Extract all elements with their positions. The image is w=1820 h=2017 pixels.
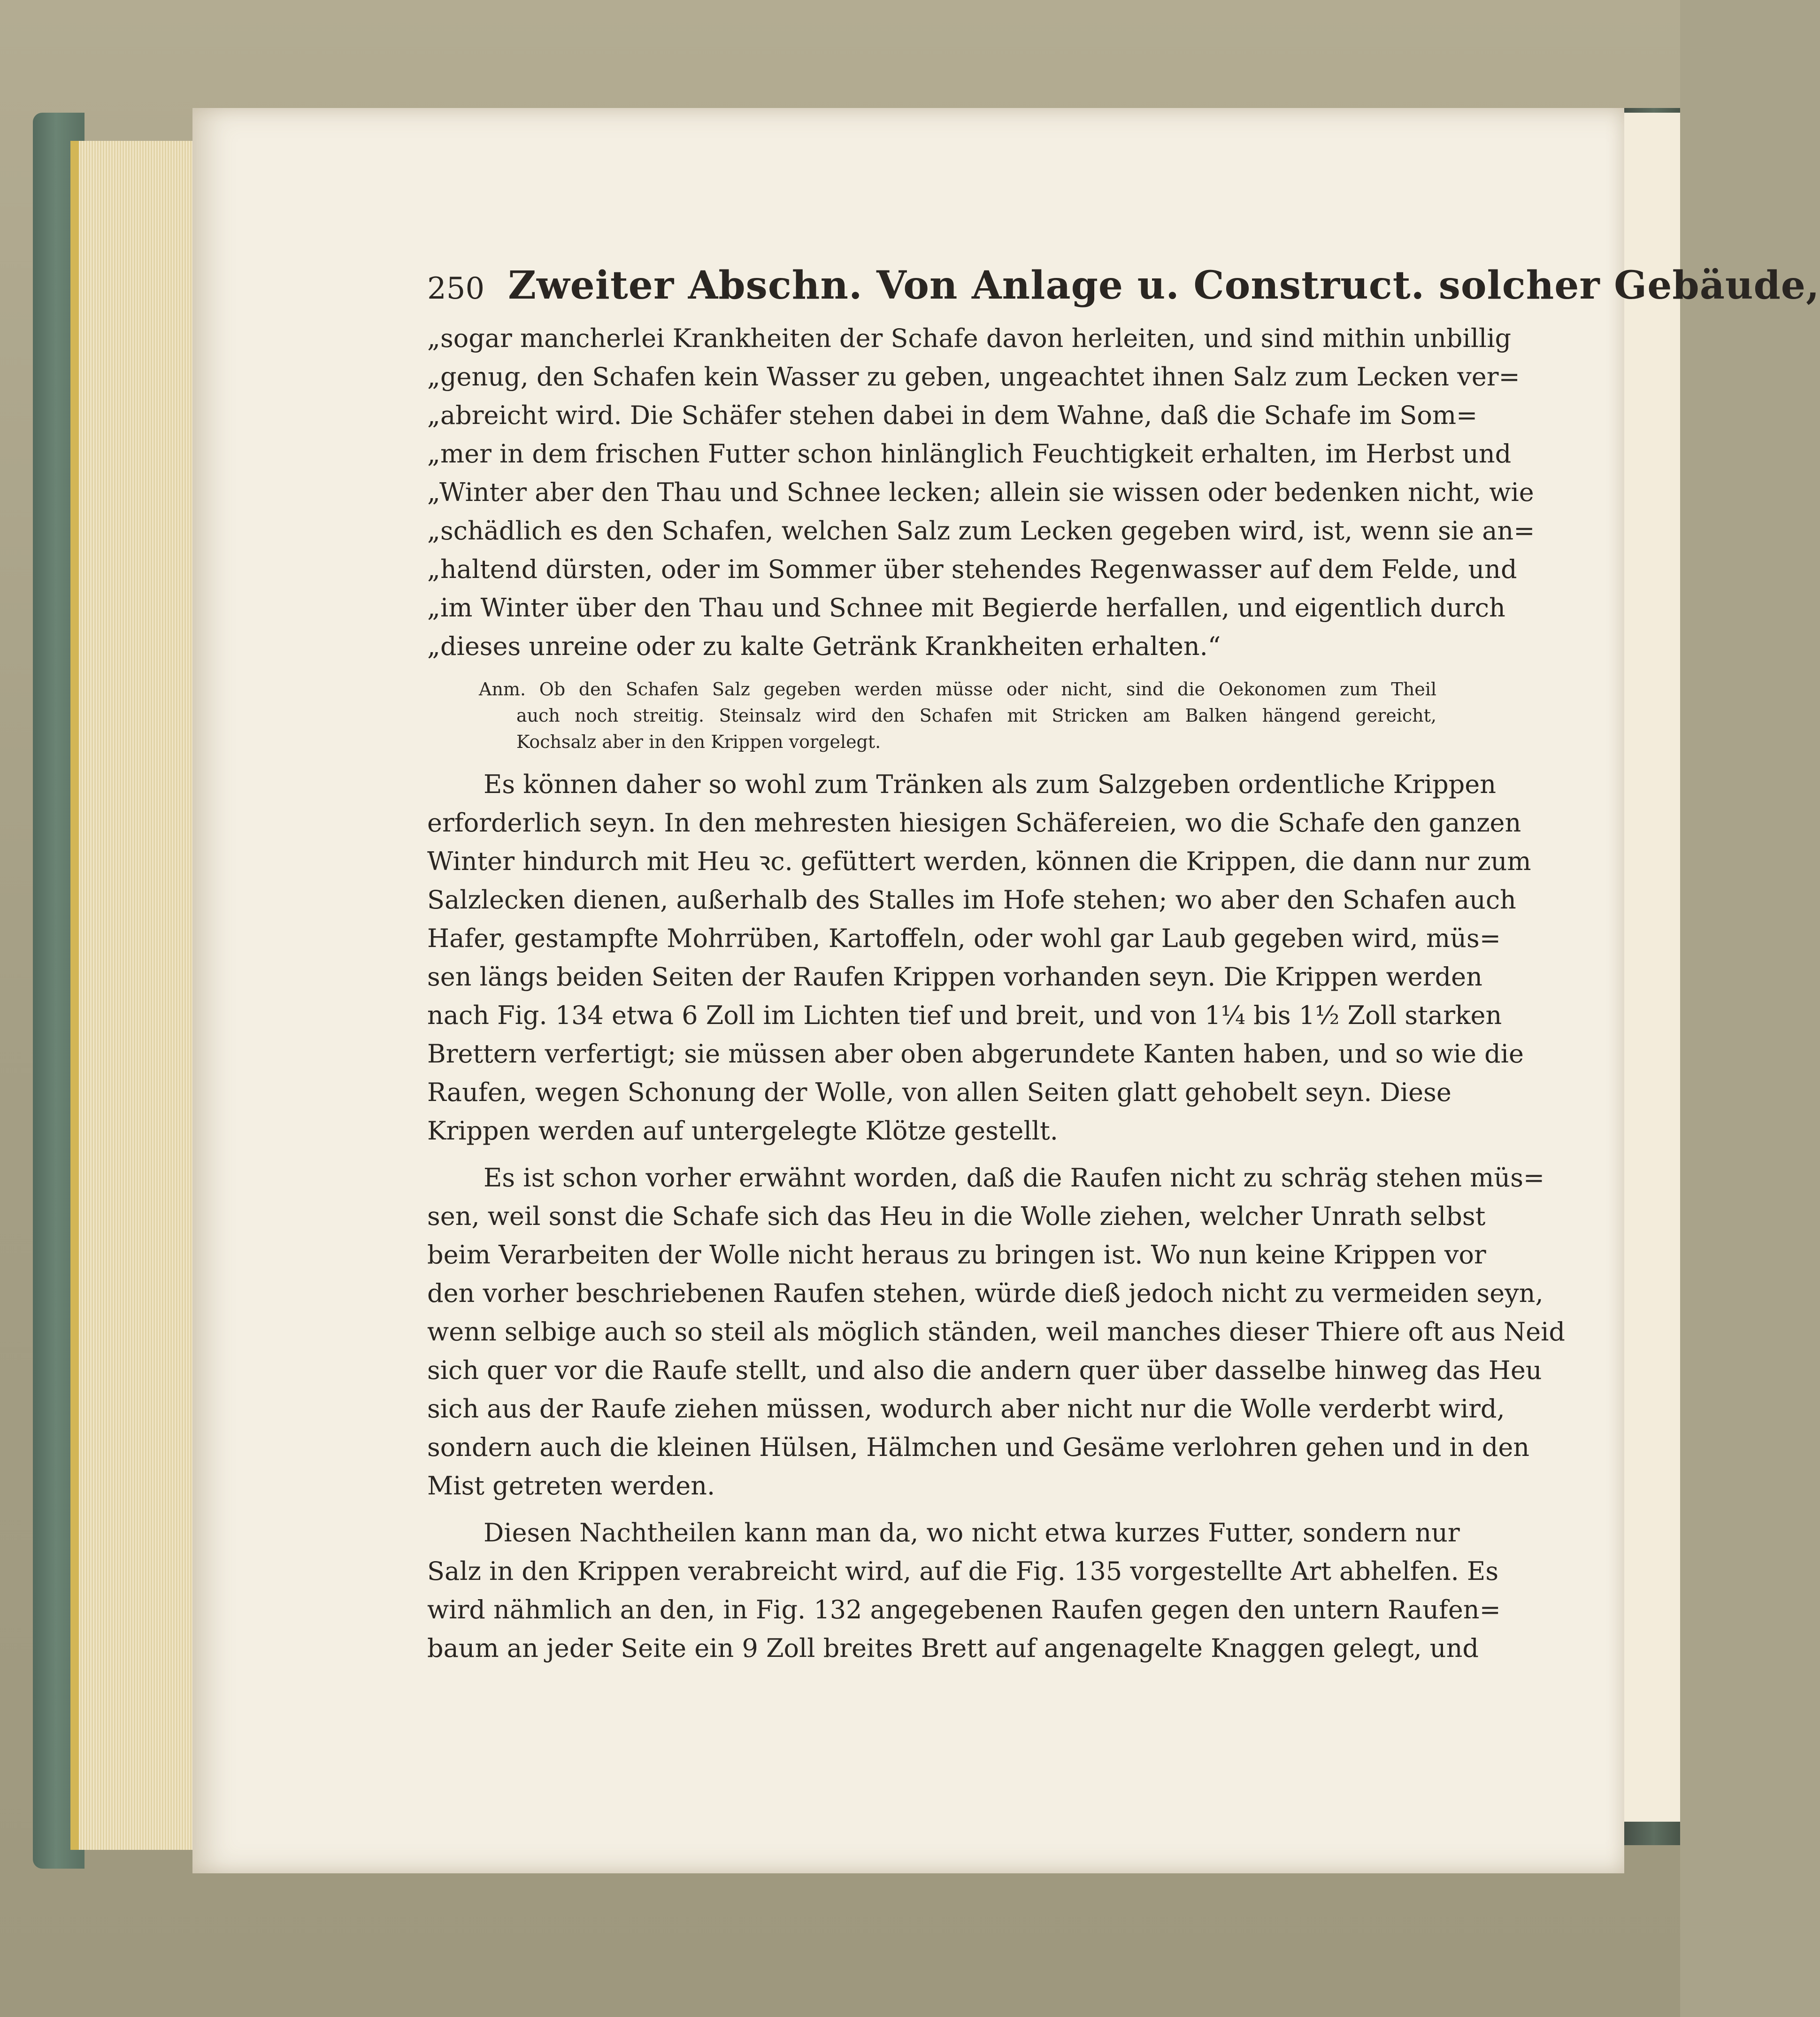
text-line: sen, weil sonst die Schafe sich das Heu in die Wolle ziehen, welcher Unrath selbst: [427, 1201, 1486, 1231]
note-line: Anm. Ob den Schafen Salz gegeben werden müsse oder nicht, sind die Oekonomen zum Theil: [479, 679, 1436, 700]
text-line: sen längs beiden Seiten der Raufen Krippen vorhanden seyn. Die Krippen werden: [427, 962, 1482, 992]
page-header: [427, 263, 1820, 319]
text-line: „abreicht wird. Die Schäfer stehen dabei in dem Wahne, daß die Schafe im Som=: [427, 400, 1478, 430]
text-line: Hafer, gestampfte Mohrrüben, Kartoffeln, oder wohl gar Laub gegeben wird, müs=: [427, 924, 1501, 953]
text-line: Salzlecken dienen, außerhalb des Stalles im Hofe stehen; wo aber den Schafen auch: [427, 885, 1516, 915]
footnote-remark: [427, 676, 1436, 755]
paragraph: [427, 765, 1531, 1150]
text-line: Salz in den Krippen verabreicht wird, auf die Fig. 135 vorgestellte Art abhelfen. Es: [427, 1556, 1499, 1586]
text-line: „genug, den Schafen kein Wasser zu geben, ungeachtet ihnen Salz zum Lecken ver=: [427, 362, 1520, 392]
text-line: Es ist schon vorher erwähnt worden, daß die Raufen nicht zu schräg stehen müs=: [484, 1163, 1545, 1193]
text-line: baum an jeder Seite ein 9 Zoll breites Brett auf angenagelte Knaggen gelegt, und: [427, 1633, 1479, 1663]
paragraph: [427, 1514, 1501, 1668]
text-line: Mist getreten werden.: [427, 1471, 715, 1501]
text-line: erforderlich seyn. In den mehresten hiesigen Schäfereien, wo die Schafe den ganzen: [427, 808, 1521, 838]
facing-page: [1624, 113, 1680, 1822]
text-line: „haltend dürsten, oder im Sommer über stehendes Regenwasser auf dem Felde, und: [427, 554, 1517, 584]
text-line: Es können daher so wohl zum Tränken als zum Salzgeben ordentliche Krippen: [484, 770, 1496, 799]
text-line: sondern auch die kleinen Hülsen, Hälmchen und Gesäme verlohren gehen und in den: [427, 1432, 1530, 1462]
text-line: Winter hindurch mit Heu ꝛc. gefüttert werden, können die Krippen, die dann nur zum: [427, 847, 1531, 876]
text-line: wenn selbige auch so steil als möglich ständen, weil manches dieser Thiere oft aus Neid: [427, 1317, 1565, 1347]
page-content: [427, 263, 1820, 1668]
note-line: Kochsalz aber in den Krippen vorgelegt.: [516, 731, 881, 752]
text-line: „sogar mancherlei Krankheiten der Schafe davon herleiten, und sind mithin unbillig: [427, 323, 1512, 353]
running-head: Zweiter Abschn. Von Anlage u. Construct. solcher Gebäude,: [508, 263, 1820, 308]
text-line: Brettern verfertigt; sie müssen aber oben abgerundete Kanten haben, und so wie die: [427, 1039, 1524, 1069]
text-line: „Winter aber den Thau und Schnee lecken; allein sie wissen oder bedenken nicht, wie: [427, 477, 1534, 507]
text-line: nach Fig. 134 etwa 6 Zoll im Lichten tief und breit, und von 1¼ bis 1½ Zoll starken: [427, 1001, 1502, 1030]
note-line: auch noch streitig. Steinsalz wird den Schafen mit Stricken am Balken hängend gereicht,: [516, 705, 1436, 726]
text-line: sich quer vor die Raufe stellt, und also die andern quer über dasselbe hinweg das Heu: [427, 1355, 1542, 1385]
text-line: „dieses unreine oder zu kalte Getränk Krankheiten erhalten.“: [427, 631, 1221, 661]
page-number: 250: [427, 271, 485, 306]
text-line: Krippen werden auf untergelegte Klötze gestellt.: [427, 1116, 1058, 1146]
text-line: „im Winter über den Thau und Schnee mit Begierde herfallen, und eigentlich durch: [427, 593, 1505, 623]
text-line: Diesen Nachtheilen kann man da, wo nicht etwa kurzes Futter, sondern nur: [484, 1518, 1460, 1547]
text-line: „mer in dem frischen Futter schon hinlänglich Feuchtigkeit erhalten, im Herbst und: [427, 439, 1512, 469]
page-edges: [70, 141, 210, 1850]
quotation: [427, 319, 1535, 666]
paragraph: [427, 1159, 1565, 1505]
text-line: wird nähmlich an den, in Fig. 132 angegebenen Raufen gegen den untern Raufen=: [427, 1595, 1501, 1624]
text-line: den vorher beschriebenen Raufen stehen, würde dieß jedoch nicht zu vermeiden seyn,: [427, 1278, 1544, 1308]
text-line: beim Verarbeiten der Wolle nicht heraus zu bringen ist. Wo nun keine Krippen vor: [427, 1240, 1486, 1270]
text-line: „schädlich es den Schafen, welchen Salz zum Lecken gegeben wird, ist, wenn sie an=: [427, 516, 1535, 546]
text-line: Raufen, wegen Schonung der Wolle, von allen Seiten glatt gehobelt seyn. Diese: [427, 1078, 1451, 1107]
text-line: sich aus der Raufe ziehen müssen, wodurch aber nicht nur die Wolle verderbt wird,: [427, 1394, 1505, 1424]
